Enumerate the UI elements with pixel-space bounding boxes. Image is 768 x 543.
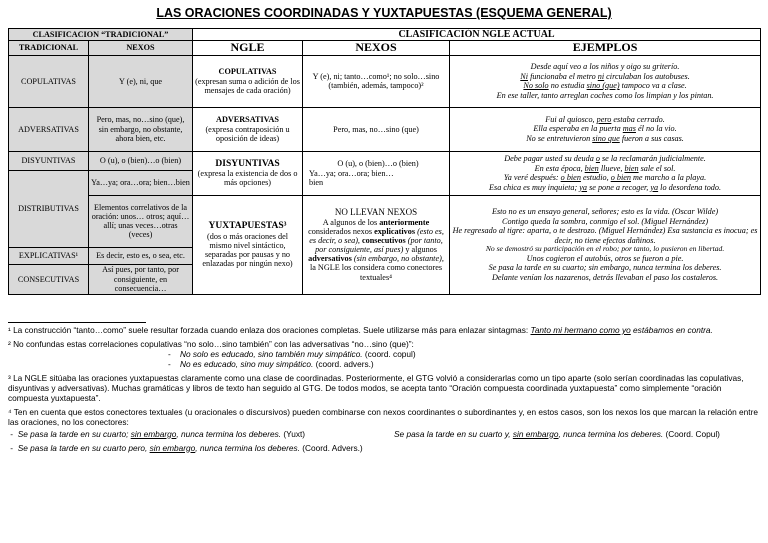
header-nexos-ngle: NEXOS xyxy=(303,41,450,55)
ngle-disyuntivas-title: DISYUNTIVAS xyxy=(215,158,280,169)
example: Ella esperaba en la puerta mas él no la vio. xyxy=(533,124,677,134)
nexos-disyuntivas: O (u), o (bien)…o (bien) xyxy=(89,151,193,170)
nexos-distributivas-1: Ya…ya; ora…ora; bien…bien xyxy=(89,170,193,195)
nexos-adversativas: Pero, mas, no…sino (que), sin embargo, no obstante, ahora bien, etc. xyxy=(89,107,193,151)
examples-yuxtapuestas xyxy=(450,195,761,294)
footnote-1: ¹ La construcción “tanto…como” suele resultar forzada cuando enlaza dos oraciones completas. Suele utilizarse más para enlazar sintagmas: Tanto mi hermano como yo estábamos en contra. xyxy=(8,325,713,335)
footnote-2-example-b: - No es educado, sino muy simpático. (coord. advers.) xyxy=(168,358,374,369)
example: Esto no es un ensayo general, señores; esto es la vida. (Oscar Wilde) xyxy=(491,207,719,217)
conectores-text: A algunos de los anteriormente considerados nexos explicativos (esto es, es decir, o sea), consecutivos (por tanto, por consiguiente, así pues) y algunos adversativos (sin embargo, no obstante), la NGLE los considera como conectores textuales⁴ xyxy=(308,217,444,282)
footnote-4-example-c: - Se pasa la tarde en su cuarto pero, sin embargo, nunca termina los deberes. (Coord. Advers.) xyxy=(8,442,363,453)
footnote-2-example-a: - No solo es educado, sino también muy simpático. (coord. copul) xyxy=(168,348,416,359)
example: He regresado al tigre: aparta, o te destrozo. (Miguel Hernández) Esa sustancia es inocua; es decir, no tiene efectos dañinos. xyxy=(452,226,758,245)
nexos-copulativas: Y (e), ni, que xyxy=(89,55,193,107)
ngle-yuxtapuestas-desc: (dos o más oraciones del mismo nivel sintáctico, separadas por pausas y no enlazadas por ningún nexo) xyxy=(202,231,293,269)
footnote-separator xyxy=(8,322,146,323)
example: En esta época, bien llueve, bien sale el sol. xyxy=(534,163,676,173)
example: Delante venían los nazarenos, detrás llevaban el paso los costaleros. xyxy=(491,272,719,282)
row-label-disyuntivas: DISYUNTIVAS xyxy=(9,151,89,170)
footnote-4: ⁴ Ten en cuenta que estos conectores textuales (u oracionales o discursivos) pueden combinarse con nexos coordinantes o subordinantes y, en estos casos, son los nexos los que marcan la relación entre las oraciones, no los conectores: xyxy=(8,406,758,427)
ngle-adversativas-desc: (expresa contraposición u oposición de ideas) xyxy=(205,124,290,143)
ngle-nexos-adversativas: Pero, mas, no…sino (que) xyxy=(303,107,450,151)
ngle-copulativas xyxy=(193,55,303,107)
example: No solo no estudia sino (que) tampoco va a clase. xyxy=(523,81,687,91)
ngle-yuxtapuestas-title: YUXTAPUESTAS³ xyxy=(208,220,287,231)
example: No se demostró su participación en el robo; por tanto, lo pusieron en libertad. xyxy=(485,243,725,253)
examples-disyuntivas xyxy=(450,151,761,195)
row-label-distributivas: DISTRIBUTIVAS xyxy=(9,170,89,247)
row-label-adversativas: ADVERSATIVAS xyxy=(9,107,89,151)
ngle-nexos-disyuntivas: O (u), o (bien)…o (bien) Ya…ya; ora…ora; bien… bien xyxy=(303,151,450,195)
footnotes xyxy=(8,322,760,457)
header-ngle-actual: CLASIFICACIÓN NGLE ACTUAL xyxy=(193,29,761,41)
ngle-copulativas-title: COPULATIVAS xyxy=(218,67,277,77)
example: Se pasa la tarde en su cuarto; sin embargo, nunca termina los deberes. xyxy=(488,263,722,273)
example: Fui al quiosco, pero estaba cerrado. xyxy=(545,114,665,124)
page-title: LAS ORACIONES COORDINADAS Y YUXTAPUESTAS (ESQUEMA GENERAL) xyxy=(156,6,612,20)
no-nexos-title: NO LLEVAN NEXOS xyxy=(334,207,418,218)
example: Contigo queda la sombra, conmigo el sol. (Miguel Hernández) xyxy=(502,216,709,226)
ngle-disyuntivas xyxy=(193,151,303,195)
ngle-copulativas-desc: (expresan suma o adición de los mensajes de cada oración) xyxy=(195,76,300,95)
ngle-adversativas xyxy=(193,107,303,151)
footnote-4-examples-row: - Se pasa la tarde en su cuarto; sin embargo, nunca termina los deberes. (Yuxt) Se pasa la tarde en su cuarto y, sin embargo, nunca termina los deberes. (Coord. Copul) xyxy=(8,428,720,439)
example: Desde aquí veo a los niños y oigo su griterío. xyxy=(530,62,680,72)
nexos-explicativas: Es decir, esto es, o sea, etc. xyxy=(89,247,193,264)
examples-copulativas xyxy=(450,55,761,107)
ngle-adversativas-title: ADVERSATIVAS xyxy=(216,115,279,125)
ngle-nexos-copulativas: Y (e), ni; tanto…como¹; no solo…sino (también, además, tampoco)² xyxy=(303,55,450,107)
header-tradicional: TRADICIONAL xyxy=(9,41,89,55)
ngle-disyuntivas-desc: (expresa la existencia de dos o más opciones) xyxy=(197,169,298,188)
examples-adversativas xyxy=(450,107,761,151)
classification-table xyxy=(8,28,761,295)
example: Unos cogieron el autobús, otros se fueron a pie. xyxy=(526,253,684,263)
header-nexos: NEXOS xyxy=(89,41,193,55)
header-ngle: NGLE xyxy=(193,41,303,55)
footnote-3: ³ La NGLE sitúaba las oraciones yuxtapuestas claramente como una clase de coordinadas. Posteriormente, el GTG volvió a considerarlas como un tipo aparte (solo serían coordinadas las copulativas, disyuntivas y adversativas). Muchas gramáticas y libros de texto han seguido al GTG. De todos modos, se acepta tanto “Oración compuesta coordinada yuxtapuesta” como simplemente “oración compuesta yuxtapuesta”. xyxy=(8,372,744,403)
row-label-explicativas: EXPLICATIVAS¹ xyxy=(9,247,89,264)
example: Ya veré después: o bien estudio, o bien me marcho a la playa. xyxy=(503,173,707,183)
nexos-distributivas-2: Elementos correlativos de la oración: unos… otros; aquí…allí; unas veces…otras (veces) xyxy=(89,195,193,247)
ngle-yuxtapuestas xyxy=(193,195,303,294)
header-traditional: CLASIFICACION “TRADICIONAL” xyxy=(9,29,193,41)
row-label-consecutivas: CONSECUTIVAS xyxy=(9,264,89,294)
example: En ese taller, tanto arreglan coches como los limpian y los pintan. xyxy=(496,90,714,100)
example: Ni funcionaba el metro ni circulaban los autobuses. xyxy=(520,71,690,81)
example: Esa chica es muy inquieta; ya se pone a recoger, ya lo desordena todo. xyxy=(489,182,722,192)
ngle-nexos-yuxtapuestas xyxy=(303,195,450,294)
footnote-2: ² No confundas estas correlaciones copulativas “no solo…sino también” con las adversativas “no…sino (que)”: xyxy=(8,338,414,349)
header-ejemplos: EJEMPLOS xyxy=(450,41,761,55)
nexos-consecutivas: Así pues, por tanto, por consiguiente, en consecuencia… xyxy=(89,264,193,294)
row-label-copulativas: COPULATIVAS xyxy=(9,55,89,107)
example: No se entretuvieron sino que fueron a sus casas. xyxy=(526,133,684,143)
example: Debe pagar usted su deuda o se la reclamarán judicialmente. xyxy=(504,154,706,164)
